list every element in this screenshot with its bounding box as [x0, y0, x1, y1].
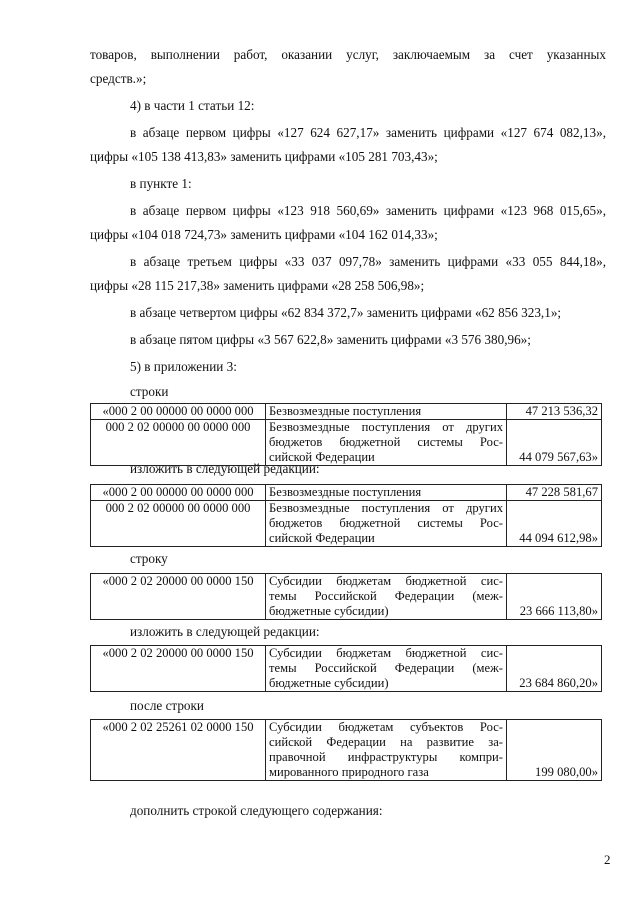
table-row — [91, 646, 602, 692]
paragraph-line: в абзаце третьем цифры «33 037 097,78» заменить цифрами «33 055 844,18», — [130, 254, 606, 269]
budget-name: Субсидии бюджетам субъектов Рос- сийской Федерации на развитие за- правочной инфраструктуры компри- мированного природного газа — [266, 720, 507, 781]
budget-name: Субсидии бюджетам бюджетной сис- темы Российской Федерации (меж- бюджетные субсидии) — [266, 646, 507, 692]
budget-name: Субсидии бюджетам бюджетной сис- темы Российской Федерации (меж- бюджетные субсидии) — [266, 574, 507, 620]
budget-name: Безвозмездные поступления от других бюджетов бюджетной системы Рос- сийской Федерации — [266, 501, 507, 547]
page-number: 2 — [604, 852, 611, 867]
paragraph-line: 4) в части 1 статьи 12: — [130, 98, 255, 113]
label-posle: после строки — [130, 698, 204, 713]
paragraph-line: в абзаце пятом цифры «3 567 622,8» заменить цифрами «3 576 380,96»; — [130, 332, 531, 347]
table-row — [91, 501, 602, 547]
budget-sum: 23 684 860,20» — [507, 646, 602, 692]
budget-code: «000 2 02 20000 00 0000 150 — [91, 574, 266, 620]
budget-code: «000 2 00 00000 00 0000 000 — [91, 404, 266, 420]
budget-table-new — [90, 645, 602, 692]
budget-sum: 47 228 581,67 — [507, 485, 602, 501]
budget-sum: 44 094 612,98» — [507, 501, 602, 547]
paragraph-line: товаров, выполнении работ, оказании услуг, заключаемым за счет указанных — [90, 47, 606, 62]
paragraph-line: средств.»; — [90, 71, 147, 86]
budget-name: Безвозмездные поступления — [266, 404, 507, 420]
paragraph-line: цифры «105 138 413,83» заменить цифрами «105 281 703,43»; — [90, 149, 438, 164]
budget-code: «000 2 02 20000 00 0000 150 — [91, 646, 266, 692]
paragraph-line: цифры «104 018 724,73» заменить цифрами «104 162 014,33»; — [90, 227, 438, 242]
paragraph-line: в абзаце четвертом цифры «62 834 372,7» заменить цифрами «62 856 323,1»; — [130, 305, 562, 320]
table-row — [91, 720, 602, 781]
budget-sum: 44 079 567,63» — [507, 420, 602, 466]
paragraph-line: в пункте 1: — [130, 176, 192, 191]
budget-name: Безвозмездные поступления — [266, 485, 507, 501]
table-row — [91, 404, 602, 420]
budget-code: 000 2 02 00000 00 0000 000 — [91, 501, 266, 547]
label-izlozhit: изложить в следующей редакции: — [130, 461, 320, 476]
budget-table-original — [90, 403, 602, 466]
label-dopolnit: дополнить строкой следующего содержания: — [130, 803, 383, 818]
budget-table-original — [90, 573, 602, 620]
budget-code: «000 2 00 00000 00 0000 000 — [91, 485, 266, 501]
table-row — [91, 485, 602, 501]
budget-sum: 199 080,00» — [507, 720, 602, 781]
paragraph-line: в абзаце первом цифры «123 918 560,69» заменить цифрами «123 968 015,65», — [130, 203, 606, 218]
budget-name: Безвозмездные поступления от других бюджетов бюджетной системы Рос- сийской Федерации — [266, 420, 507, 466]
table-row — [91, 574, 602, 620]
budget-code: «000 2 02 25261 02 0000 150 — [91, 720, 266, 781]
table-row — [91, 420, 602, 466]
label-stroki: строки — [130, 384, 169, 399]
budget-table-reference — [90, 719, 602, 781]
paragraph-line: 5) в приложении 3: — [130, 359, 237, 374]
label-stroku: строку — [130, 551, 168, 566]
paragraph-line: цифры «28 115 217,38» заменить цифрами «28 258 506,98»; — [90, 278, 425, 293]
label-izlozhit: изложить в следующей редакции: — [130, 624, 320, 639]
paragraph-line: в абзаце первом цифры «127 624 627,17» заменить цифрами «127 674 082,13», — [130, 125, 606, 140]
budget-sum: 23 666 113,80» — [507, 574, 602, 620]
budget-sum: 47 213 536,32 — [507, 404, 602, 420]
budget-code: 000 2 02 00000 00 0000 000 — [91, 420, 266, 466]
budget-table-new — [90, 484, 602, 547]
